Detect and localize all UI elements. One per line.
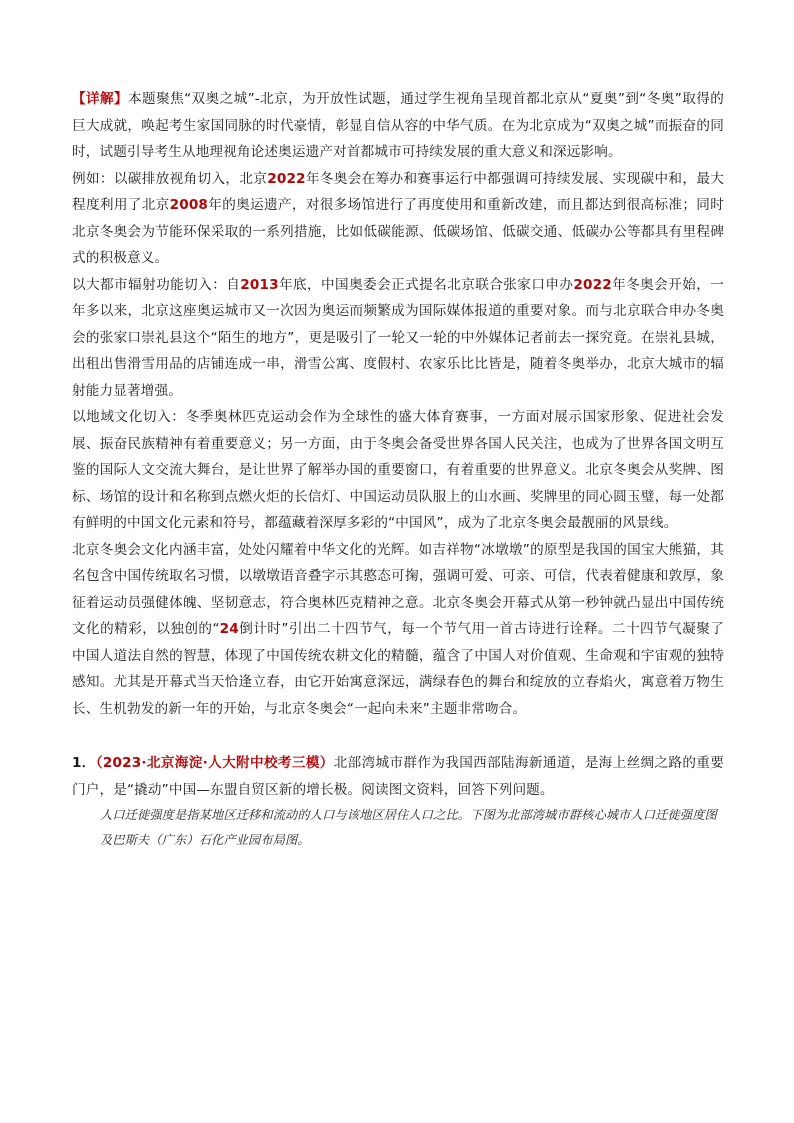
- year-2013: 2013: [240, 276, 279, 293]
- detail-paragraph-radiation: [72, 272, 724, 405]
- detail-intro-text: 本题聚焦“双奥之城”-北京，为开放性试题，通过学生视角呈现首都北京从“夏奥”到“冬奥”取得的巨大成就，唤起考生家国同脉的时代豪情，彰显自信从容的中华气质。在为北京成为“双奥之城”而振奋的同时，试题引导考生从地理视角论述奥运遗产对首都城市可持续发展的重大意义和深远影响。: [72, 91, 724, 160]
- text-segment: 例如：以碳排放视角切入，北京: [72, 170, 268, 187]
- question-stem: [72, 750, 724, 803]
- detail-paragraph-intro: [72, 86, 724, 166]
- detail-paragraph-mascot: [72, 537, 724, 723]
- year-2022: 2022: [573, 276, 612, 293]
- year-2022: 2022: [267, 170, 306, 187]
- text-segment: 年的奥运遗产，对很多场馆进行了再度使用和重新改建，而且都达到很高标准；同时北京冬奥会为节能环保采取的一系列措施，比如低碳能源、低碳场馆、低碳交通、低碳办公等都具有里程碑式的积极意义。: [72, 197, 724, 266]
- text-segment: 倒计时”引出二十四节气，每一个节气用一首古诗进行诠释。二十四节气凝聚了中国人道法自然的智慧，体现了中国传统农耕文化的精髓，蕴含了中国人对价值观、生命观和宇宙观的独特感知。尤其是开幕式当天恰逢立春，由它开始寓意深远，满绿春色的舞台和绽放的立春焰火，寓意着万物生长、生机勃发的新一年的开始，与北京冬奥会“一起向未来”主题非常吻合。: [72, 621, 724, 717]
- section-gap: [72, 722, 724, 750]
- question-text: 北部湾城市群作为我国西部陆海新通道，是海上丝绸之路的重要门户，是“撬动”中国—东盟自贸区新的增长极。阅读图文资料，回答下列问题。: [72, 755, 724, 798]
- text-segment: 年冬奥会在筹办和赛事运行中都强调可持续发展、实现碳中和，最大程度利用了北京: [72, 170, 725, 213]
- question-source: （2023·北京海淀·人大附中校考三模）: [95, 755, 334, 771]
- detail-paragraph-culture: 以地域文化切入：冬季奥林匹克运动会作为全球性的盛大体育赛事，一方面对展示国家形象、促进社会发展、振奋民族精神有着重要意义；另一方面，由于冬奥会备受世界各国人民关注，也成为了世界各国文明互鉴的国际人文交流大舞台，是让世界了解举办国的重要窗口，有着重要的世界意义。北京冬奥会从奖牌、图标、场馆的设计和名称到点燃火炬的长信灯、中国运动员队服上的山水画、奖牌里的同心圆玉璧，每一处都有鲜明的中国文化元素和符号，都蕴藏着深厚多彩的“中国风”，成为了北京冬奥会最靓丽的风景线。: [72, 409, 724, 531]
- answer-explanation: [72, 86, 724, 853]
- detail-paragraph-carbon: [72, 166, 724, 272]
- countdown-number: 24: [219, 621, 239, 637]
- text-segment: 以大都市辐射功能切入：自: [72, 276, 241, 293]
- year-2008: 2008: [169, 197, 209, 213]
- question-number: 1．: [72, 755, 96, 771]
- text-segment: 年底，中国奥委会正式提名北京联合张家口申办: [278, 276, 574, 293]
- text-segment: 北京冬奥会文化内涵丰富，处处闪耀着中华文化的光辉。如吉祥物“冰墩墩”的原型是我国的国宝大熊猫，其名包含中国传统取名习惯，以墩墩语音叠字示其憨态可掬，强调可爱、可亲、可信，代表着健康和敦厚，象征着运动员强健体魄、坚韧意志，符合奥林匹克精神之意。北京冬奥会开幕式从第一秒钟就凸显出中国传统文化的精彩，以独创的“: [72, 541, 724, 637]
- question-material: 人口迁徙强度是指某地区迁移和流动的人口与该地区居住人口之比。下图为北部湾城市群核心城市人口迁徙强度图及巴斯夫（广东）石化产业园布局图。: [100, 808, 717, 847]
- text-segment: 年冬奥会开始，一年多以来，北京这座奥运城市又一次因为奥运而频繁成为国际媒体报道的重要对象。而与北京联合申办冬奥会的张家口崇礼县这个“陌生的地方”，更是吸引了一轮又一轮的中外媒体记者前去一探究竟。在崇礼县城，出租出售滑雪用品的店铺连成一串，滑雪公寓、度假村、农家乐比比皆是，随着冬奥举办，北京大城市的辐射能力显著增强。: [72, 276, 724, 399]
- detail-tag: 【详解】: [72, 91, 129, 107]
